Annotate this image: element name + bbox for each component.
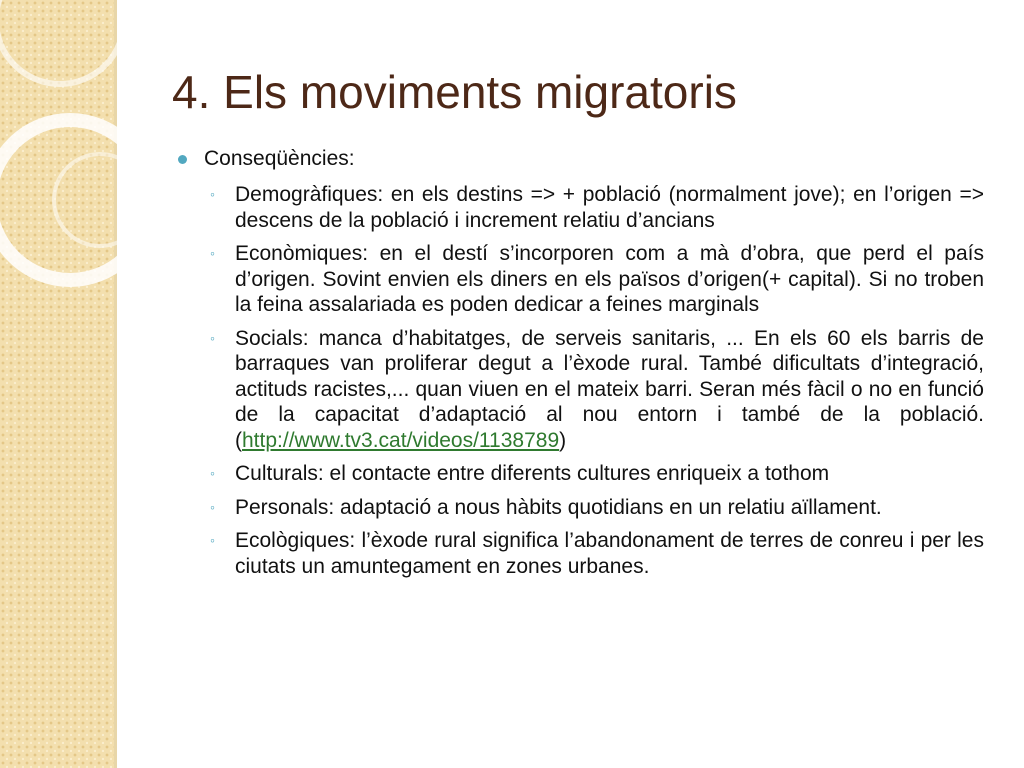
list-item-culturals: [172, 461, 984, 487]
list-item-text: Personals: adaptació a nous hàbits quotidians en un relatiu aïllament.: [235, 495, 882, 519]
ring-bullet-icon: ◦: [210, 465, 215, 481]
list-item-text: Demogràfiques: en els destins => + població (normalment jove); en l’origen => descens de la població i increment relatiu d’ancians: [235, 183, 984, 232]
slide-title: 4. Els moviments migratoris: [172, 66, 737, 118]
slide-content: [172, 146, 984, 587]
ring-bullet-icon: ◦: [210, 532, 215, 548]
bullet-heading: [172, 146, 984, 172]
list-item-text: Socials: manca d’habitatges, de serveis sanitaris, ... En els 60 els barris de barraques van proliferar degut a l’èxode rural. També dificultats d’integració, actituds racistes,... quan viuen en el mateix barri. Seran més fàcil o no en funció de la capacitat d’adaptació al nou entorn i també de la població. (: [235, 326, 984, 452]
list-item-ecologiques: [172, 528, 984, 579]
consequences-list: [172, 182, 984, 579]
ring-bullet-icon: ◦: [210, 245, 215, 261]
list-item-text: Econòmiques: en el destí s’incorporen com a mà d’obra, que perd el país d’origen. Sovint envien els diners en els països d’origen(+ capital). Si no troben la feina assalariada es poden dedicar a feines marginals: [235, 242, 984, 316]
list-item-text: Culturals: el contacte entre diferents cultures enriqueix a tothom: [235, 462, 830, 485]
heading-text: Conseqüències:: [204, 147, 355, 170]
list-item-text: Ecològiques: l’èxode rural significa l’abandonament de terres de conreu i per les ciutats un amuntegament en zones urbanes.: [235, 529, 984, 578]
ring-bullet-icon: ◦: [210, 498, 215, 515]
decorative-circle-large: [0, 120, 150, 280]
list-item-socials: [172, 326, 984, 454]
list-item-text-end: ): [559, 428, 567, 452]
video-link[interactable]: http://www.tv3.cat/videos/1138789: [242, 428, 560, 452]
decorative-circle-small: [0, 0, 124, 84]
list-item-personals: [172, 495, 984, 521]
ring-bullet-icon: ◦: [210, 329, 215, 346]
decorative-circles-icon: [0, 0, 200, 300]
list-item-economiques: [172, 241, 984, 318]
circle-bullet-icon: [178, 155, 187, 164]
ring-bullet-icon: ◦: [210, 186, 215, 202]
list-item-demografiques: [172, 182, 984, 233]
decorative-circle-inner: [54, 154, 146, 246]
